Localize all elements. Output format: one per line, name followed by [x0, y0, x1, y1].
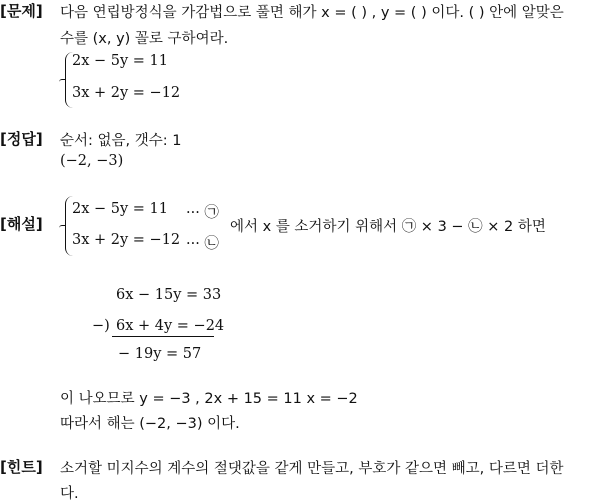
answer-text-line2: (−2, −3) — [60, 153, 124, 169]
hint-text-line1: 소거할 미지수의 계수의 절댓값을 같게 만들고, 부호가 같으면 빼고, 다르면 더한 — [60, 461, 564, 477]
solution-instruction: 에서 x 를 소거하기 위해서 ㉠ × 3 − ㉡ × 2 하면 — [230, 219, 546, 235]
problem-tag: [문제] — [0, 2, 43, 20]
answer-tag: [정답] — [0, 130, 43, 148]
calc-row-3: − 19y = 57 — [118, 346, 202, 362]
hint-text-line2: 다. — [60, 486, 79, 502]
calc-divider-line — [112, 336, 214, 337]
solution-equation-1-label: ··· ㉠ — [186, 205, 219, 221]
problem-text-line1: 다음 연립방정식을 가감법으로 풀면 해가 x = ( ) , y = ( ) 이다. ( ) 안에 알맞은 — [60, 5, 564, 21]
solution-tag: [해설] — [0, 215, 43, 233]
problem-text-line2: 수를 (x, y) 꼴로 구하여라. — [60, 31, 229, 47]
calc-minus-sign: −) — [92, 318, 110, 334]
problem-equation-2: 3x + 2y = −12 — [72, 85, 181, 101]
hint-tag: [힌트] — [0, 458, 43, 476]
answer-text-line1: 순서: 없음, 갯수: 1 — [60, 133, 182, 149]
problem-equation-1: 2x − 5y = 11 — [72, 53, 169, 69]
calc-row-2: 6x + 4y = −24 — [116, 318, 225, 334]
solution-equation-1: 2x − 5y = 11 — [72, 201, 169, 217]
calc-row-1: 6x − 15y = 33 — [116, 287, 222, 303]
solution-equation-2-label: ··· ㉡ — [186, 236, 219, 252]
solution-result-line1: 이 나오므로 y = −3 , 2x + 15 = 11 x = −2 — [60, 391, 358, 407]
solution-equation-2: 3x + 2y = −12 — [72, 232, 181, 248]
solution-result-line2: 따라서 해는 (−2, −3) 이다. — [60, 416, 240, 432]
